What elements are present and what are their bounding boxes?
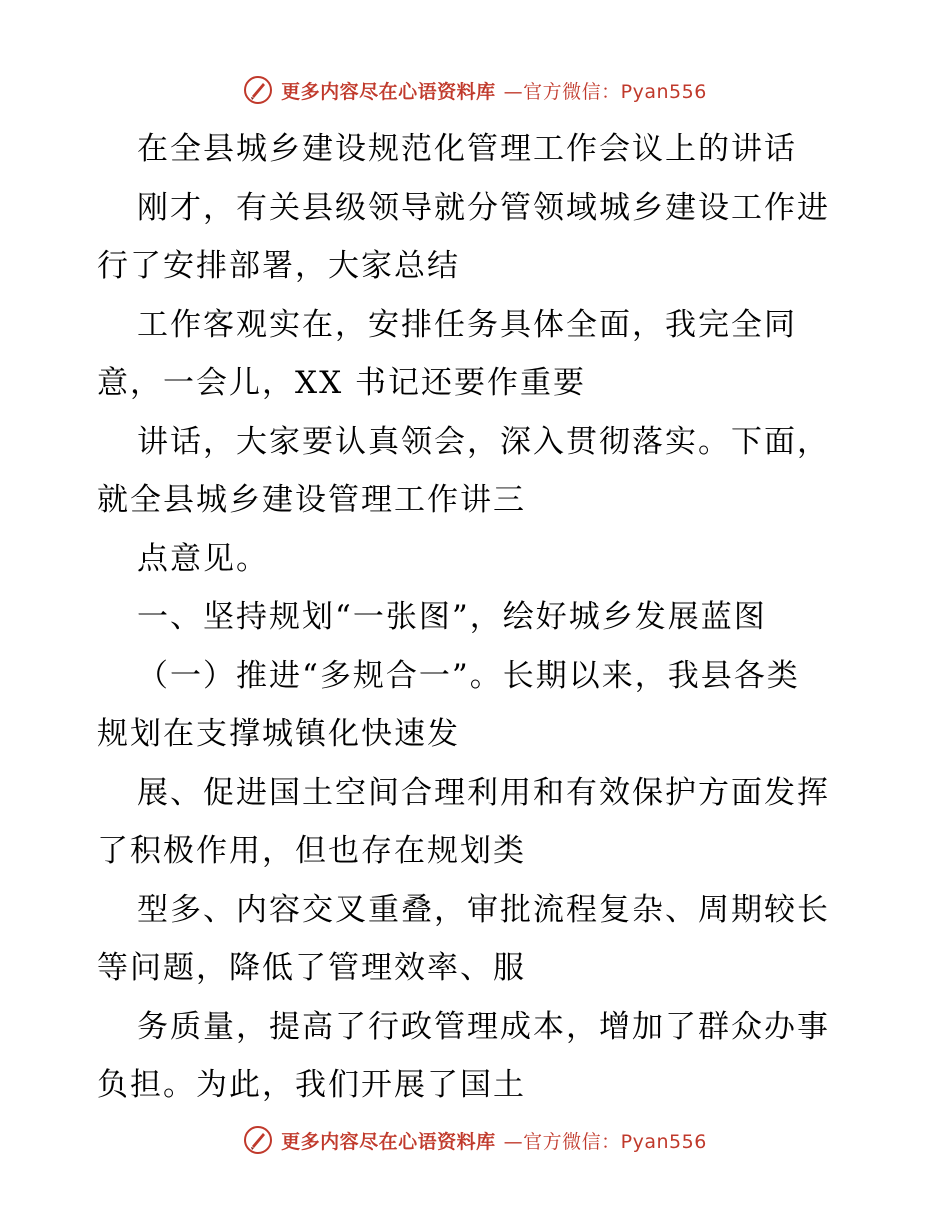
watermark-wechat-text: —官方微信：Pyan556	[503, 80, 707, 103]
paragraph-line: 型多、内容交叉重叠，审批流程复杂、周期较长	[137, 891, 830, 928]
paragraph-line: 就全县城乡建设管理工作讲三	[97, 482, 526, 518]
document-body	[97, 120, 857, 1115]
watermark-text: 更多内容尽在心语资料库	[281, 1130, 496, 1153]
paragraph-line: 规划在支撑城镇化快速发	[97, 716, 460, 752]
paragraph-line: 工作客观实在，安排任务具体全面，我完全同	[137, 306, 797, 343]
paragraph-line: 展、促进国土空间合理利用和有效保护方面发挥	[137, 774, 830, 811]
section-heading: 一、坚持规划“一张图”，绘好城乡发展蓝图	[137, 599, 767, 635]
paragraph-line: 负担。为此，我们开展了国土	[97, 1067, 526, 1103]
paragraph-line: 行了安排部署，大家总结	[97, 248, 460, 284]
paragraph-line: 务质量，提高了行政管理成本，增加了群众办事	[137, 1008, 830, 1045]
watermark-text: 更多内容尽在心语资料库	[281, 80, 496, 103]
paragraph-line: 刚才，有关县级领导就分管领域城乡建设工作进	[137, 189, 830, 226]
feather-pen-logo-icon	[243, 1125, 273, 1155]
paragraph-line: 讲话，大家要认真领会，深入贯彻落实。下面，	[137, 423, 830, 460]
header-watermark	[0, 68, 950, 112]
paragraph-line: 等问题，降低了管理效率、服	[97, 950, 526, 986]
subsection-heading-line: （一）推进“多规合一”。长期以来，我县各类	[137, 657, 800, 694]
paragraph-line: 点意见。	[137, 540, 269, 577]
paragraph-line: 意，一会儿，XX 书记还要作重要	[97, 365, 586, 401]
watermark-wechat-text: —官方微信：Pyan556	[503, 1130, 707, 1153]
footer-watermark	[0, 1118, 950, 1162]
feather-pen-logo-icon	[243, 75, 273, 105]
document-title: 在全县城乡建设规范化管理工作会议上的讲话	[137, 131, 797, 167]
paragraph-line: 了积极作用，但也存在规划类	[97, 833, 526, 869]
